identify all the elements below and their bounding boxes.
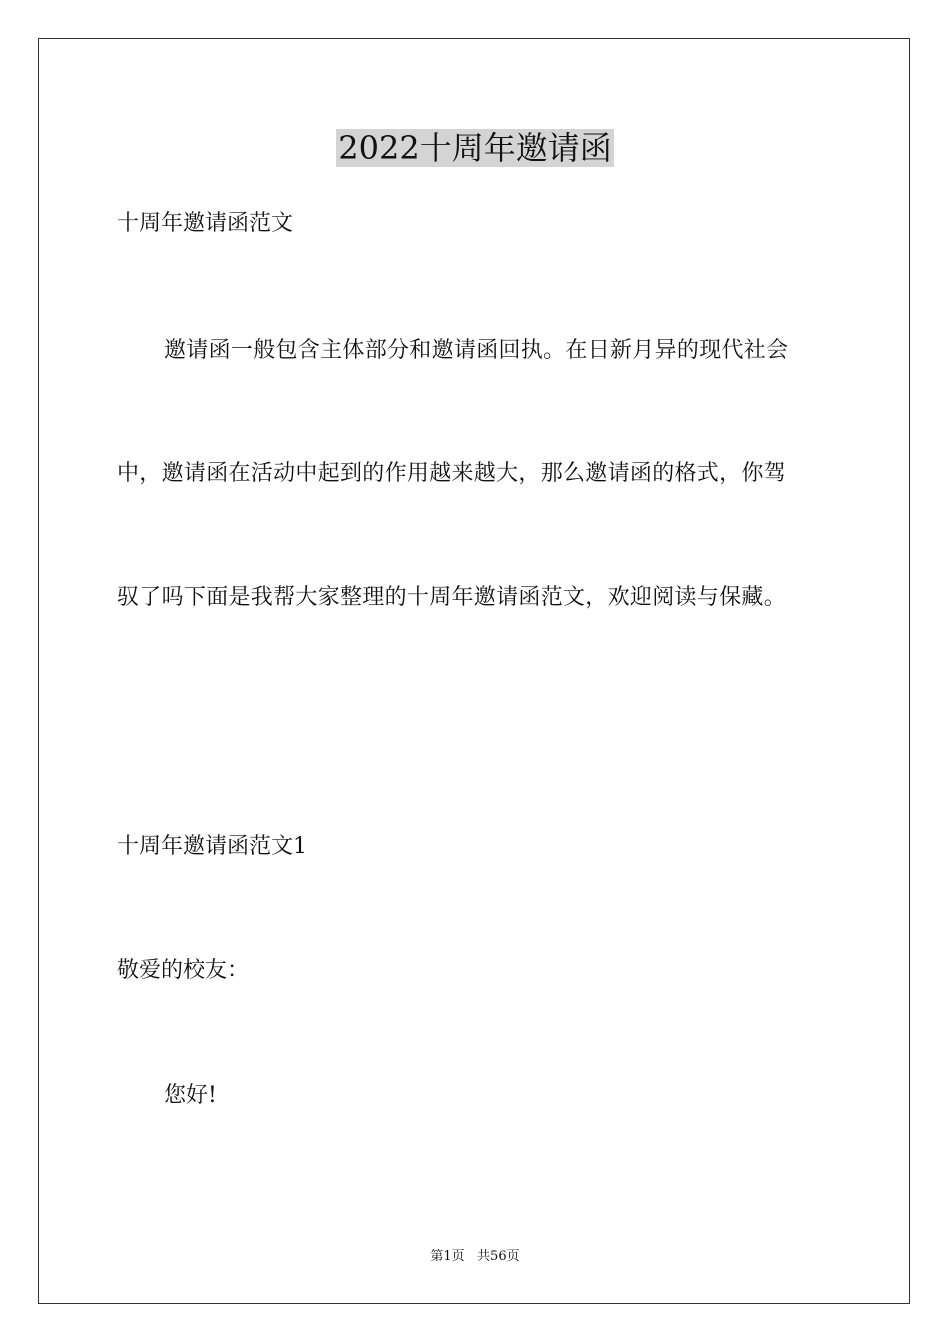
salutation: 敬爱的校友： <box>117 958 250 983</box>
page-number: 第1页 共56页 <box>430 1249 520 1264</box>
intro-paragraph-line-3: 驭了吗下面是我帮大家整理的十周年邀请函范文，欢迎阅读与保藏。 <box>117 585 787 610</box>
intro-paragraph-line-1: 邀请函一般包含主体部分和邀请函回执。在日新月异的现代社会 <box>164 338 789 363</box>
page-footer <box>0 1248 950 1266</box>
section-heading: 十周年邀请函范文1 <box>117 834 307 859</box>
document-subtitle: 十周年邀请函范文 <box>117 211 294 236</box>
intro-paragraph-line-2: 中，邀请函在活动中起到的作用越来越大，那么邀请函的格式，你驾 <box>117 461 787 486</box>
document-title <box>0 128 950 168</box>
greeting: 您好! <box>164 1083 217 1108</box>
document-title-text: 2022十周年邀请函 <box>338 129 612 167</box>
